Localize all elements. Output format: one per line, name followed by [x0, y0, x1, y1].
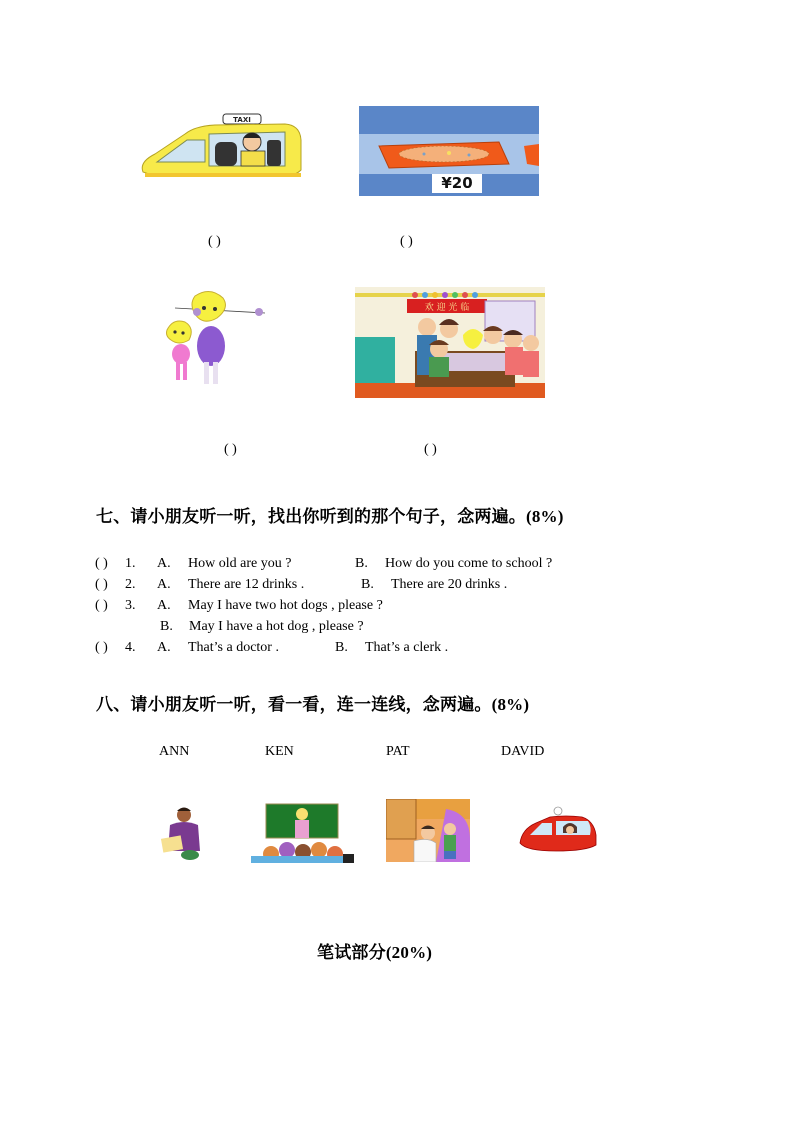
option-a-text: That’s a doctor . — [188, 640, 279, 655]
option-b-label: B. — [361, 577, 374, 592]
svg-text:TAXI: TAXI — [233, 116, 251, 124]
answer-blank-1[interactable]: ( ) — [208, 234, 221, 249]
answer-blank[interactable]: ( ) — [95, 640, 108, 655]
party-banner-text: 欢 迎 光 临 — [424, 303, 470, 313]
answer-blank[interactable]: ( ) — [95, 577, 108, 592]
question-number: 1. — [125, 556, 136, 571]
taxi-driver-woman-image — [516, 805, 600, 855]
written-part-title: 笔试部分 — [317, 943, 386, 963]
taxi-driver-image — [135, 110, 305, 185]
written-part-score: (20%) — [385, 943, 433, 962]
question-number: 4. — [125, 640, 136, 655]
option-a-label: A. — [157, 556, 171, 571]
section7-title: 七、请小朋友听一听，找出你听到的那个句子，念两遍。 — [96, 507, 526, 527]
question-row-3b — [95, 619, 695, 637]
written-part-heading — [317, 938, 432, 963]
pizza-price-image — [359, 106, 539, 196]
option-b-text: That’s a clerk . — [365, 640, 449, 655]
option-a-label: A. — [157, 577, 171, 592]
option-b-label: B. — [335, 640, 348, 655]
question-row-1 — [95, 556, 695, 574]
section8-heading — [96, 690, 529, 715]
option-b-label: B. — [355, 556, 368, 571]
option-a-text: There are 12 drinks . — [188, 577, 305, 592]
question-row-4 — [95, 640, 695, 658]
party-scene-image — [355, 287, 545, 398]
answer-blank[interactable]: ( ) — [95, 598, 108, 613]
option-b-text: May I have a hot dog , please ? — [189, 619, 364, 634]
option-b-text: There are 20 drinks . — [391, 577, 508, 592]
answer-blank-3[interactable]: ( ) — [224, 442, 237, 457]
option-a-text: How old are you ? — [188, 556, 292, 571]
alien-characters-image — [155, 288, 275, 388]
question-row-2 — [95, 577, 695, 595]
option-b-label: B. — [160, 619, 173, 634]
name-ken: KEN — [265, 744, 294, 759]
name-pat: PAT — [386, 744, 410, 759]
question-row-3 — [95, 598, 695, 616]
section8-score: (8%) — [491, 695, 530, 714]
clerk-on-phone-image — [160, 803, 208, 861]
answer-blank-4[interactable]: ( ) — [424, 442, 437, 457]
price-label: ¥20 — [432, 174, 482, 193]
name-ann: ANN — [159, 744, 190, 759]
answer-blank-2[interactable]: ( ) — [400, 234, 413, 249]
question-number: 3. — [125, 598, 136, 613]
name-david: DAVID — [501, 744, 545, 759]
section7-score: (8%) — [526, 507, 564, 526]
doctor-with-child-image — [386, 799, 470, 862]
question-number: 2. — [125, 577, 136, 592]
section8-title: 八、请小朋友听一听，看一看，连一连线，念两遍。 — [96, 695, 492, 715]
answer-blank[interactable]: ( ) — [95, 556, 108, 571]
option-b-text: How do you come to school ? — [385, 556, 553, 571]
option-a-text: May I have two hot dogs , please ? — [188, 598, 383, 613]
option-a-label: A. — [157, 598, 171, 613]
teacher-classroom-image — [251, 802, 354, 863]
section7-heading — [96, 502, 564, 527]
option-a-label: A. — [157, 640, 171, 655]
